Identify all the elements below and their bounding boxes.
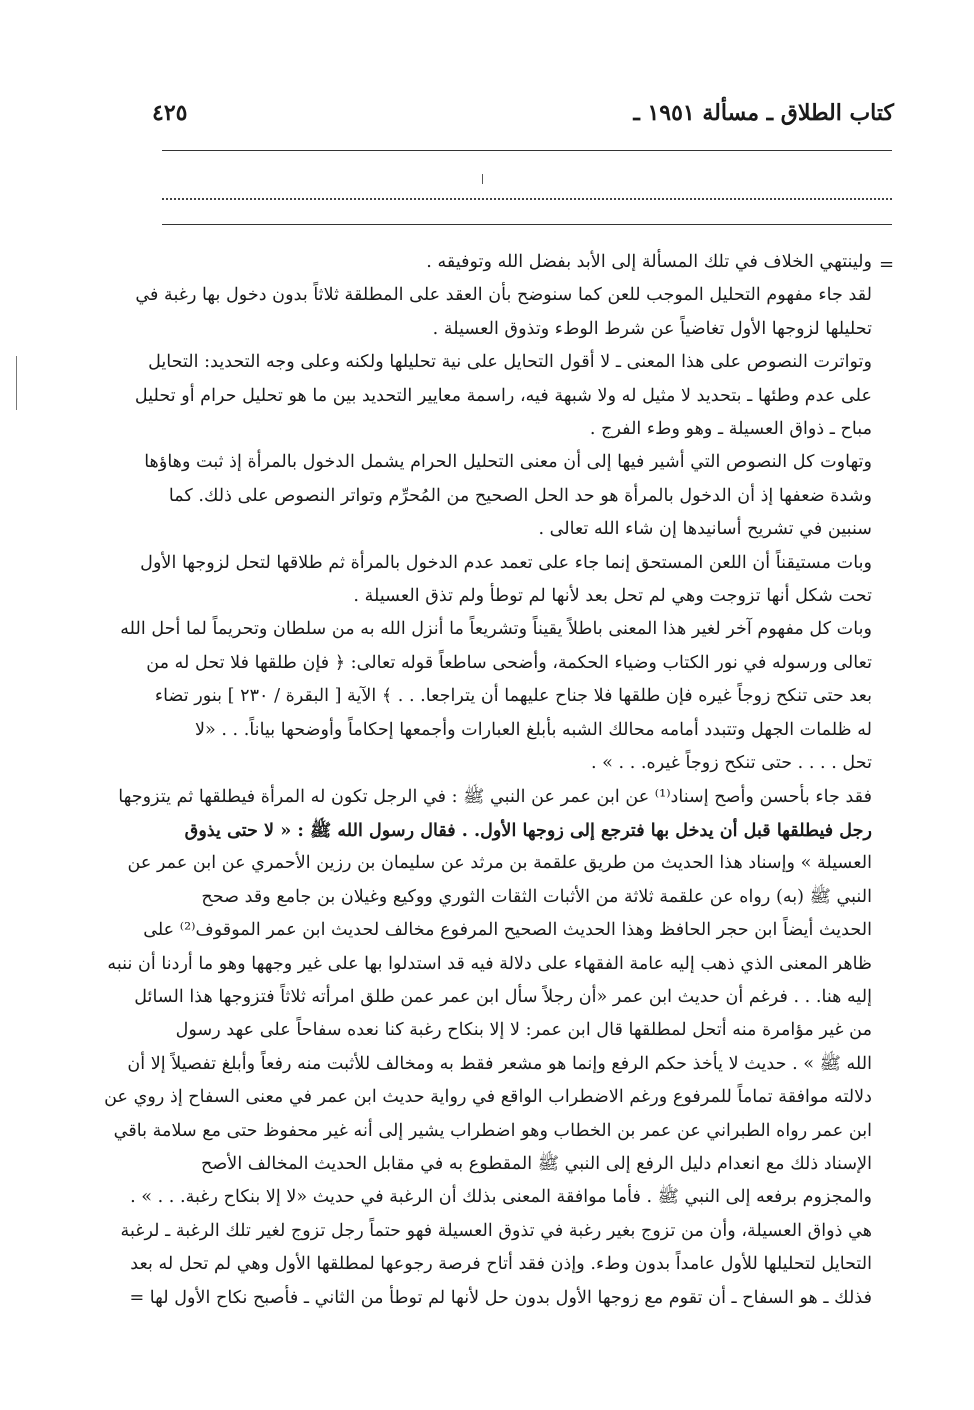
text-line: الله ﷺ » . حديث لا يأخذ حكم الرفع وإنما هو مشعر فقط به ومخالف للأثبت منه رفعاً وأبلغ تفصيلاً إلا أن (127, 1053, 872, 1074)
header-rule (162, 150, 892, 151)
text-line: تحليلها لزوجها الأول تغاضياً عن شرط الوطء وتذوق العسيلة . (432, 318, 872, 339)
text-line: النبي ﷺ (به) رواه عن علقمة ثلاثة من الأثبات الثقات الثوري ووكيع وغيلان بن جامع وقد صحح (201, 886, 872, 907)
text-line: وبات مستيقناً أن اللعن المستحق إنما جاء على تعمد عدم الدخول بالمرأة ثم طلاقها لتحل لزوجها الأول (140, 552, 872, 573)
text-line: سنبين في تشريح أسانيدها إن شاء الله تعالى . (538, 519, 872, 540)
body-text (104, 246, 872, 1315)
text-line: والمجزوم برفعه إلى النبي ﷺ . فأما موافقة المعنى بذلك أن الرغبة في حديث «لا إلا بنكاح رغبة. . . » . (130, 1187, 872, 1208)
text-line: فقد جاء بأحسن وأصح إسناد⁽¹⁾ عن ابن عمر عن النبي ﷺ : في الرجل تكون له المرأة فيطلقها ثم يتزوجها (118, 786, 872, 807)
running-title: كتاب الطلاق ـ مسألة ١٩٥١ ـ (633, 100, 894, 126)
text-line: التحايل لتحليلها للأول عامداً بدون وطء. وإذن فقد أتاح فرصة رجوعها لمطلقها الأول وهي لم تحل له بعد (130, 1254, 872, 1275)
text-line: وشدة ضعفها إذ أن الدخول بالمرأة هو حد الحل الصحيح من المُحرِّم وتواتر النصوص على ذلك. كما (168, 485, 872, 506)
text-line: على عدم وطئها ـ بتحديد لا مثيل له ولا شبهة فيه، راسمة معايير التحديد بين ما هو تحليل حرام أو تحليل (134, 385, 872, 406)
text-line: تحت شكل أنها تزوجت وهي لم تحل بعد لأنها لم توطأ ولم تذق العسيلة . (353, 586, 872, 607)
text-line-emphasis: رجل فيطلقها قبل أن يدخل بها فترجع إلى زوجها الأول. . فقال رسول الله ﷺ : « لا حتى يذوق (184, 819, 872, 841)
text-line: الحديث أيضاً ابن حجر الحافظ وهذا الحديث الصحيح المرفوع مخالف لحديث ابن عمر الموقوف⁽²⁾ على (143, 920, 872, 941)
text-line: وتهاوت كل النصوص التي أشير فيها إلى أن معنى التحليل الحرام يشمل الدخول بالمرأة إذ ثبت وهاؤها (144, 452, 872, 473)
text-line: تعالى ورسوله في نور الكتاب وضياء الحكمة، وأضحى ساطعاً قوله تعالى: ﴿ فإن طلقها فلا تحل له من (146, 652, 872, 673)
continuation-mark: = (879, 254, 895, 275)
text-line: وبات كل مفهوم آخر لغير هذا المعنى باطلاً يقيناً وتشريعاً ما أنزل الله به من سلطان وتحريماً لما أحل الله (120, 619, 872, 640)
footnote-dotted-rule (162, 198, 892, 200)
text-line: هي ذواق العسيلة، وأن من تزوج بغير رغبة في تذوق العسيلة فهو حتماً رجل تزوج لغير تلك الرغبة ـ لرغبة (120, 1220, 872, 1241)
margin-tick (482, 174, 483, 184)
text-line: ولينتهي الخلاف في تلك المسألة إلى الأبد بفضل الله وتوفيقه . (426, 252, 872, 272)
text-line: تحل . . . . حتى تنكح زوجاً غيره. . . » . (591, 753, 872, 774)
text-line: وتواترت النصوص على هذا المعنى ـ لا أقول التحايل على نية تحليلها ولكنه وعلى وجه التحديد: التحايل (148, 352, 872, 373)
text-line: دلالته موافقة تماماً للمرفوع ورغم الاضطراب الواقع في رواية حديث ابن عمر في معنى السفاح إذ روي عن (104, 1087, 872, 1108)
text-line: فذلك ـ هو السفاح ـ أن تقوم مع زوجها الأول بدون حل لأنها لم توطأ من الثاني ـ فأصبح نكاح الأول لها = (129, 1287, 872, 1308)
text-line: مباح ـ ذواق العسيلة ـ وهو وطء الفرج . (589, 419, 872, 440)
text-line: بعد حتى تنكح زوجاً غيره فإن طلقها فلا جناح عليهما أن يتراجعا. . . ﴾ الآية [ البقرة / ٢٣٠ ] بنور تضاء (154, 686, 872, 707)
separator-rule (162, 224, 892, 225)
text-line: العسيلة » وإسناد هذا الحديث من طريق علقمة بن مرثد عن سليمان بن رزين الأحمري عن ابن عمر عن (127, 853, 872, 874)
text-line: من غير مؤامرة منه أتحل لمطلقها قال ابن عمر: لا إلا بنكاح رغبة كنا نعده سفاحاً على عهد رسول (175, 1020, 872, 1041)
page-number: ٤٢٥ (152, 100, 188, 126)
text-line: ابن عمر رواه الطبراني عن عمر بن الخطاب وهو اضطراب يشير إلى أنه غير محفوظ حتى مع سلامة باقي (113, 1120, 872, 1141)
text-line: له ظلمات الجهل وتتبدد أمامه محالك الشبه بأبلغ العبارات وأجمعها إحكاماً وأوضحها بياناً. . . «لا (194, 719, 872, 740)
text-line: ظاهر المعنى الذي ذهب إليه عامة الفقهاء على دلالة فيه قد استدلوا بها على غير وجهها وهو ما أردنا أن ننبه (107, 953, 872, 974)
text-line: الإسناد ذلك مع انعدام دليل الرفع إلى النبي ﷺ المقطوع به في مقابل الحديث المخالف الأصح (200, 1153, 872, 1174)
text-line: لقد جاء مفهوم التحليل الموجب للعن كما سنوضح بأن العقد على المطلقة ثلاثاً بدون دخول بها رغبة في (135, 285, 872, 306)
text-line: إليه هنا. . . فرغم أن حديث ابن عمر «أن رجلاً سأل ابن عمر عمن طلق امرأته ثلاثاً فتزوجها هذا السائل (134, 986, 872, 1007)
margin-line (16, 356, 17, 410)
